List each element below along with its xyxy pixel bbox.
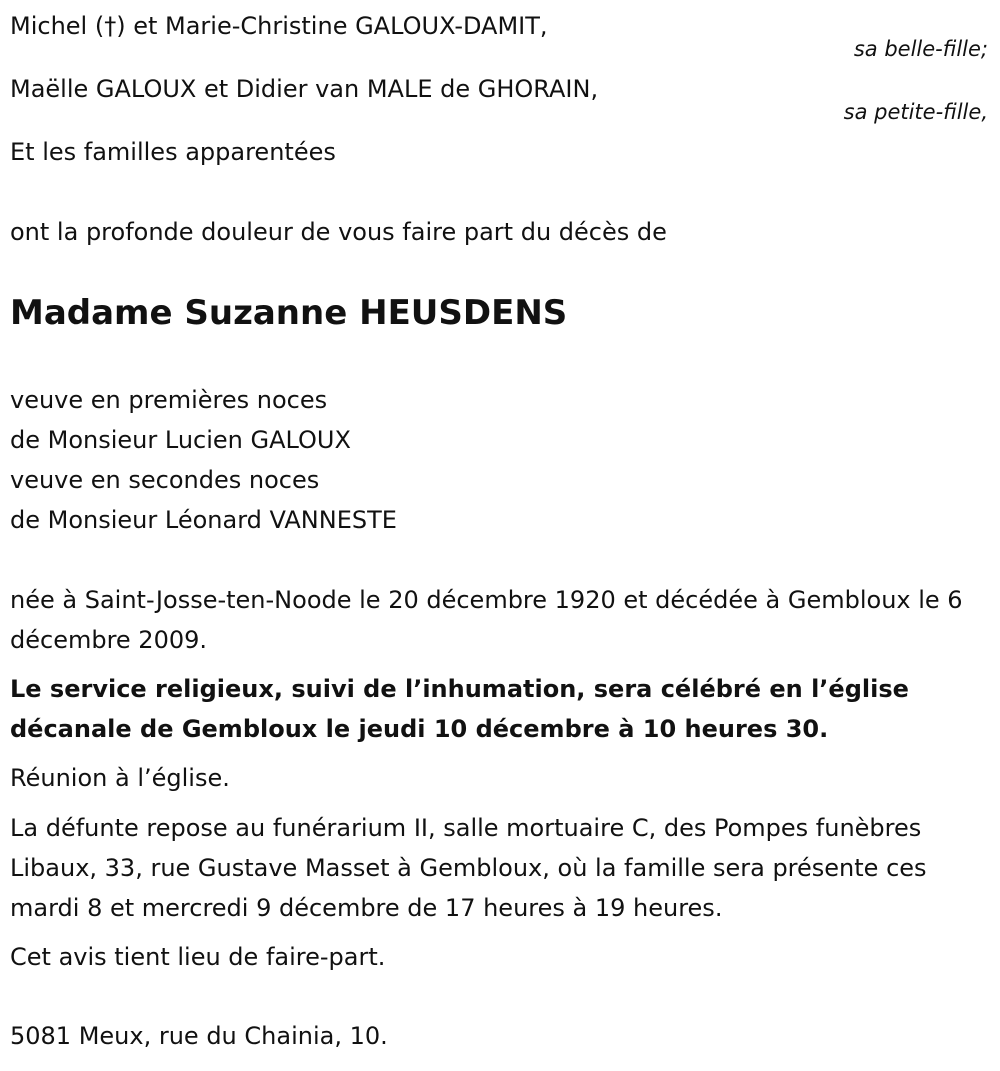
marriage-line-3: veuve en secondes noces (10, 466, 320, 494)
address-text: 5081 Meux, rue du Chainia, 10. (10, 1022, 388, 1050)
family-line-2: Maëlle GALOUX et Didier van MALE de GHORAIN, (10, 75, 599, 103)
birth-death-text: née à Saint-Josse-ten-Noode le 20 décembre 1920 et décédée à Gembloux le 6 décembre 2009. (10, 586, 963, 654)
meeting-text: Réunion à l’église. (10, 764, 230, 792)
family-line-1 (10, 6, 548, 46)
marriage-line-4: de Monsieur Léonard VANNESTE (10, 506, 397, 534)
marriage-line-1: veuve en premières noces (10, 386, 328, 414)
family-line-1-suffix: ) et Marie-Christine GALOUX-DAMIT, (116, 12, 548, 40)
service-text: Le service religieux, suivi de l’inhumation, sera célébré en l’église décanale de Gembloux le jeudi 10 décembre à 10 heures 30. (10, 675, 909, 743)
family-line-1-role: sa belle-fille; (853, 37, 988, 61)
visitation-text: La défunte repose au funérarium II, salle mortuaire C, des Pompes funèbres Libaux, 33, rue Gustave Masset à Gembloux, où la famille sera présente ces mardi 8 et mercredi 9 décembre de 17 heures à 19 heures. (10, 814, 927, 922)
notice-text: Cet avis tient lieu de faire-part. (10, 943, 386, 971)
deceased-name: Madame Suzanne HEUSDENS (10, 293, 568, 333)
announcement-text: ont la profonde douleur de vous faire part du décès de (10, 218, 667, 246)
family-line-1-prefix: Michel ( (10, 12, 105, 40)
cross-icon: † (104, 12, 117, 40)
family-line-2-role: sa petite-fille, (843, 100, 988, 124)
marriage-line-2: de Monsieur Lucien GALOUX (10, 426, 351, 454)
family-line-3: Et les familles apparentées (10, 138, 336, 166)
